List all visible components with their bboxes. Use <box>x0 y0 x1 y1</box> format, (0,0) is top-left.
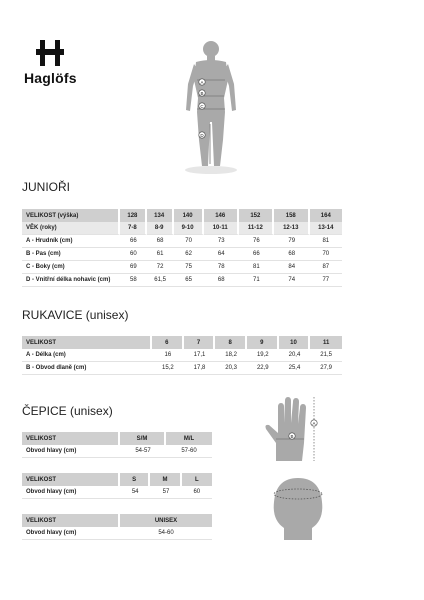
table-cell: 13-14 <box>310 222 342 235</box>
glove-marker-b: B <box>290 433 294 439</box>
junior-title: JUNIOŘI <box>22 180 70 194</box>
table-cell: 71 <box>239 274 274 287</box>
table-cell: 9-10 <box>174 222 204 235</box>
header-label: VELIKOST (výška) <box>22 209 120 222</box>
brand-name: Haglöfs <box>24 70 77 86</box>
table-cell: 16 <box>152 349 184 362</box>
row-label: Obvod hlavy (cm) <box>22 445 120 458</box>
table-cell: 66 <box>239 248 274 261</box>
table-cell: 58 <box>120 274 147 287</box>
table-cell: 20,4 <box>279 349 311 362</box>
table-cell: 68 <box>147 235 174 248</box>
glove-marker-a: A <box>312 420 316 426</box>
size-cell: 152 <box>239 209 274 222</box>
glove-measurement-figure <box>262 393 324 468</box>
table-row <box>22 362 342 375</box>
table-cell: 68 <box>204 274 239 287</box>
table-cell: 69 <box>120 261 147 274</box>
row-label: C - Boky (cm) <box>22 261 120 274</box>
gloves-size-table <box>22 336 342 375</box>
size-cell: 140 <box>174 209 204 222</box>
size-cell: 164 <box>310 209 342 222</box>
table-cell: 15,2 <box>152 362 184 375</box>
row-label: Obvod hlavy (cm) <box>22 527 120 540</box>
table-row <box>22 486 212 499</box>
table-cell: 81 <box>239 261 274 274</box>
table-cell: 81 <box>310 235 342 248</box>
table-cell: 54-57 <box>120 445 166 458</box>
size-cell: 146 <box>204 209 239 222</box>
marker-a: A <box>200 79 204 85</box>
size-cell: 8 <box>215 336 247 349</box>
table-cell: 64 <box>204 248 239 261</box>
table-cell: 84 <box>274 261 310 274</box>
table-cell: 10-11 <box>204 222 239 235</box>
table-row <box>22 445 212 458</box>
table-cell: 17,1 <box>184 349 216 362</box>
row-label: A - Délka (cm) <box>22 349 152 362</box>
size-cell: L <box>182 473 212 486</box>
table-cell: 68 <box>274 248 310 261</box>
size-cell: S <box>120 473 150 486</box>
table-header-row <box>22 209 342 222</box>
row-label: VĚK (roky) <box>22 222 120 235</box>
marker-c: C <box>200 103 204 109</box>
table-cell: 27,9 <box>310 362 342 375</box>
table-cell: 72 <box>147 261 174 274</box>
table-cell: 76 <box>239 235 274 248</box>
table-cell: 70 <box>310 248 342 261</box>
table-cell: 54 <box>120 486 150 499</box>
table-cell: 22,9 <box>247 362 279 375</box>
table-cell: 19,2 <box>247 349 279 362</box>
size-cell: 10 <box>279 336 311 349</box>
size-cell: 158 <box>274 209 310 222</box>
table-cell: 60 <box>120 248 147 261</box>
cap-size-table <box>22 473 212 499</box>
table-cell: 21,5 <box>310 349 342 362</box>
table-cell: 60 <box>182 486 212 499</box>
table-row <box>22 274 342 287</box>
table-cell: 77 <box>310 274 342 287</box>
size-cell: S/M <box>120 432 166 445</box>
header-label: VELIKOST <box>22 432 120 445</box>
table-cell: 65 <box>174 274 204 287</box>
table-row <box>22 349 342 362</box>
table-cell: 57 <box>150 486 181 499</box>
brand-logo <box>24 40 84 86</box>
junior-size-table <box>22 209 342 287</box>
size-cell: 128 <box>120 209 147 222</box>
marker-d: D <box>200 132 204 138</box>
size-cell: UNISEX <box>120 514 212 527</box>
table-cell: 87 <box>310 261 342 274</box>
table-cell: 79 <box>274 235 310 248</box>
size-cell: M <box>150 473 181 486</box>
head-measurement-figure <box>268 476 328 547</box>
row-label: A - Hrudník (cm) <box>22 235 120 248</box>
caps-title: ČEPICE (unisex) <box>22 404 113 418</box>
cap-size-table <box>22 514 212 540</box>
size-cell: 134 <box>147 209 174 222</box>
size-cell: 7 <box>184 336 216 349</box>
table-cell: 70 <box>174 235 204 248</box>
header-label: VELIKOST <box>22 514 120 527</box>
table-cell: 12-13 <box>274 222 310 235</box>
table-cell: 25,4 <box>279 362 311 375</box>
table-cell: 61 <box>147 248 174 261</box>
header-label: VELIKOST <box>22 473 120 486</box>
row-label: B - Pas (cm) <box>22 248 120 261</box>
table-cell: 66 <box>120 235 147 248</box>
table-row <box>22 222 342 235</box>
table-cell: 73 <box>204 235 239 248</box>
body-measurement-figure <box>180 40 242 181</box>
table-cell: 62 <box>174 248 204 261</box>
table-cell: 8-9 <box>147 222 174 235</box>
haglofs-h-icon <box>36 40 64 66</box>
table-cell: 74 <box>274 274 310 287</box>
table-header-row <box>22 514 212 527</box>
table-header-row <box>22 473 212 486</box>
header-label: VELIKOST <box>22 336 152 349</box>
row-label: Obvod hlavy (cm) <box>22 486 120 499</box>
size-cell: 9 <box>247 336 279 349</box>
table-row <box>22 527 212 540</box>
table-cell: 7-8 <box>120 222 147 235</box>
table-row <box>22 261 342 274</box>
size-cell: 11 <box>310 336 342 349</box>
table-cell: 54-60 <box>120 527 212 540</box>
table-cell: 78 <box>204 261 239 274</box>
table-header-row <box>22 432 212 445</box>
table-cell: 17,8 <box>184 362 216 375</box>
table-row <box>22 248 342 261</box>
table-row <box>22 235 342 248</box>
size-cell: M/L <box>166 432 212 445</box>
gloves-title: RUKAVICE (unisex) <box>22 308 129 322</box>
table-header-row <box>22 336 342 349</box>
table-cell: 57-60 <box>166 445 212 458</box>
size-cell: 6 <box>152 336 184 349</box>
table-cell: 11-12 <box>239 222 274 235</box>
row-label: D - Vnitřní délka nohavic (cm) <box>22 274 120 287</box>
table-cell: 18,2 <box>215 349 247 362</box>
row-label: B - Obvod dlaně (cm) <box>22 362 152 375</box>
marker-b: B <box>200 90 204 96</box>
table-cell: 20,3 <box>215 362 247 375</box>
table-cell: 61,5 <box>147 274 174 287</box>
cap-size-table <box>22 432 212 458</box>
table-cell: 75 <box>174 261 204 274</box>
